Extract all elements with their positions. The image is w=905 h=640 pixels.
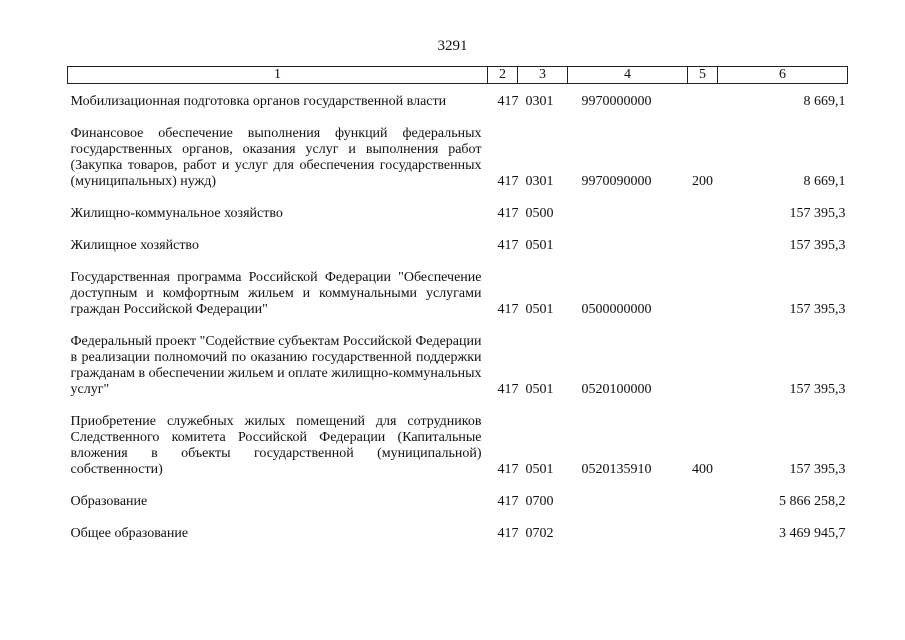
row-amount: 3 469 945,7 bbox=[779, 526, 846, 541]
row-amount: 157 395,3 bbox=[789, 302, 846, 317]
table-row bbox=[68, 494, 848, 510]
row-name: Образование bbox=[70, 494, 148, 509]
row-ministry-code: 417 bbox=[497, 174, 519, 189]
table-row bbox=[68, 84, 848, 111]
row-target-code bbox=[568, 206, 688, 222]
row-name: Финансовое обеспечение выполнения функций федеральных государственных органов, оказания услуг и выполнения работ (Закупка товаров, работ и услуг для обеспечения государственных (муниципальных) нужд) bbox=[70, 126, 482, 189]
header-col-3: 3 bbox=[518, 67, 568, 84]
row-section-code: 0700 bbox=[525, 494, 554, 509]
row-type-code bbox=[688, 238, 718, 254]
row-amount: 5 866 258,2 bbox=[779, 494, 846, 509]
row-type-code bbox=[688, 334, 718, 398]
header-col-2: 2 bbox=[488, 67, 518, 84]
table-row bbox=[68, 238, 848, 254]
row-target-code: 9970090000 bbox=[581, 174, 652, 189]
row-type-code bbox=[688, 206, 718, 222]
row-amount: 8 669,1 bbox=[803, 94, 846, 109]
header-col-5: 5 bbox=[688, 67, 718, 84]
table-row bbox=[68, 270, 848, 318]
row-type-code: 400 bbox=[692, 462, 713, 477]
table-row bbox=[68, 334, 848, 398]
row-type-code bbox=[688, 526, 718, 542]
row-target-code: 9970000000 bbox=[581, 94, 652, 109]
page-number: 3291 bbox=[437, 38, 468, 54]
row-ministry-code: 417 bbox=[497, 494, 519, 509]
row-ministry-code: 417 bbox=[497, 206, 519, 221]
row-type-code: 200 bbox=[692, 174, 713, 189]
row-section-code: 0501 bbox=[525, 382, 554, 397]
row-section-code: 0501 bbox=[525, 462, 554, 477]
table-row bbox=[68, 126, 848, 190]
row-type-code bbox=[688, 494, 718, 510]
table-header bbox=[68, 67, 848, 84]
row-amount: 157 395,3 bbox=[789, 462, 846, 477]
row-type-code bbox=[688, 270, 718, 318]
table-body bbox=[68, 84, 848, 543]
row-section-code: 0301 bbox=[525, 94, 554, 109]
row-name: Жилищно-коммунальное хозяйство bbox=[70, 206, 283, 221]
row-section-code: 0501 bbox=[525, 302, 554, 317]
row-target-code bbox=[568, 494, 688, 510]
table-row bbox=[68, 206, 848, 222]
row-section-code: 0501 bbox=[525, 238, 554, 253]
row-ministry-code: 417 bbox=[497, 302, 519, 317]
row-amount: 157 395,3 bbox=[789, 382, 846, 397]
header-col-6: 6 bbox=[718, 67, 848, 84]
row-amount: 8 669,1 bbox=[803, 174, 846, 189]
header-col-4: 4 bbox=[568, 67, 688, 84]
row-target-code bbox=[568, 526, 688, 542]
row-ministry-code: 417 bbox=[497, 238, 519, 253]
row-name: Федеральный проект "Содействие субъектам Российской Федерации в реализации полномочий по оказанию государственной поддержки гражданам в обеспечении жильем и оплате жилищно-коммунальных услуг" bbox=[70, 334, 482, 397]
budget-table bbox=[67, 66, 848, 542]
row-target-code: 0500000000 bbox=[581, 302, 652, 317]
row-target-code: 0520100000 bbox=[581, 382, 652, 397]
row-ministry-code: 417 bbox=[497, 382, 519, 397]
table-row bbox=[68, 526, 848, 542]
header-row bbox=[68, 67, 848, 84]
header-col-1: 1 bbox=[68, 67, 488, 84]
row-name: Государственная программа Российской Федерации "Обеспечение доступным и комфортным жильем и коммунальными услугами граждан Российской Федерации" bbox=[70, 270, 482, 317]
row-amount: 157 395,3 bbox=[789, 238, 846, 253]
row-name: Мобилизационная подготовка органов государственной власти bbox=[70, 94, 447, 109]
row-ministry-code: 417 bbox=[497, 462, 519, 477]
row-type-code bbox=[688, 84, 718, 111]
row-target-code bbox=[568, 238, 688, 254]
row-ministry-code: 417 bbox=[497, 94, 519, 109]
row-ministry-code: 417 bbox=[497, 526, 519, 541]
row-amount: 157 395,3 bbox=[789, 206, 846, 221]
row-name: Жилищное хозяйство bbox=[70, 238, 199, 253]
row-section-code: 0500 bbox=[525, 206, 554, 221]
row-name: Общее образование bbox=[70, 526, 189, 541]
row-name: Приобретение служебных жилых помещений для сотрудников Следственного комитета Российской Федерации (Капитальные вложения в объекты государственной (муниципальной) собственности) bbox=[70, 414, 482, 477]
row-target-code: 0520135910 bbox=[581, 462, 652, 477]
row-section-code: 0702 bbox=[525, 526, 554, 541]
table-row bbox=[68, 414, 848, 478]
row-section-code: 0301 bbox=[525, 174, 554, 189]
